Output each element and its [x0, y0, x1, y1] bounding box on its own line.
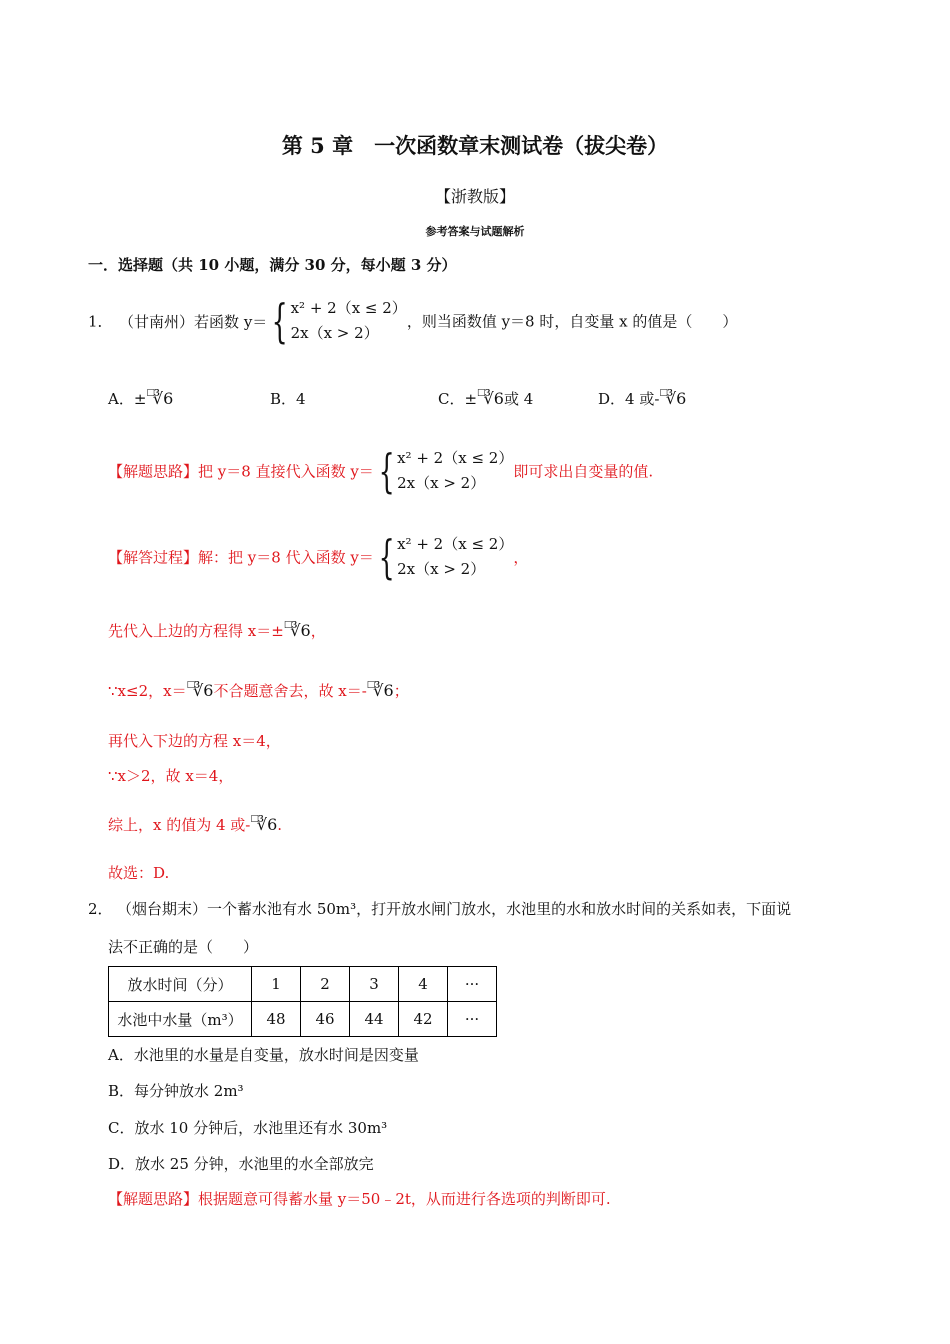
q1-stem-a: （甘南州）若函数 y＝: [126, 312, 268, 331]
analysis-text-a: 把 y＝8 直接代入函数 y＝: [198, 462, 374, 481]
step-2-text-b: 不合题意舍去，故 x＝-: [213, 682, 367, 700]
process-text-b: ，: [513, 548, 529, 567]
brace-icon: {: [378, 444, 395, 498]
process-text-a: 解：把 y＝8 代入函数 y＝: [198, 548, 374, 567]
q2-stem-line-2: 法不正确的是（ ）: [108, 938, 259, 956]
edition-label: 【浙教版】: [434, 187, 515, 206]
q2-option-a: A．水池里的水量是自变量，放水时间是因变量: [108, 1046, 419, 1064]
q1-step-5: [108, 814, 282, 835]
analysis-label: 【解题思路】: [108, 1190, 199, 1208]
brace-icon: {: [378, 530, 395, 584]
q2-analysis: [108, 1188, 611, 1209]
q1-analysis: [108, 446, 653, 496]
cube-root-symbol: □∛6: [250, 814, 278, 834]
q1-stem: [88, 296, 737, 346]
analysis-label: 【解题思路】: [108, 462, 199, 481]
brace-icon: {: [271, 294, 288, 348]
step-1-text: 先代入上边的方程得 x＝±: [108, 622, 284, 640]
table-header-cell: 放水时间（分）: [109, 967, 252, 1002]
q1-step-1: [108, 620, 326, 641]
step-5-text-a: 综上，x 的值为 4 或-: [108, 816, 251, 834]
step-2-text-c: ；: [393, 682, 409, 700]
table-cell: 44: [350, 1002, 399, 1037]
piecewise-case-1: x² + 2（x ≤ 2）: [397, 535, 514, 553]
cube-root-symbol: □∛6: [146, 388, 174, 408]
piecewise-function: [397, 446, 513, 496]
table-row: [109, 1002, 497, 1037]
q2-stem-text: （烟台期末）一个蓄水池有水 50m³，打开放水闸门放水，水池里的水和放水时间的关系如表，下面说: [124, 900, 792, 918]
q1-option-c: [438, 388, 533, 409]
q1-option-a: [108, 388, 173, 409]
table-cell: ···: [448, 967, 497, 1002]
step-5-text-b: .: [277, 816, 283, 834]
piecewise-case-2: 2x（x > 2）: [397, 474, 486, 492]
q1-step-2: [108, 680, 409, 701]
table-cell: 42: [399, 1002, 448, 1037]
q1-process: [108, 532, 528, 582]
table-header-cell: 水池中水量（m³）: [109, 1002, 252, 1037]
cube-root-symbol: □∛6: [186, 680, 214, 700]
table-cell: 3: [350, 967, 399, 1002]
piecewise-case-1: x² + 2（x ≤ 2）: [397, 449, 514, 467]
analysis-text: 根据题意可得蓄水量 y＝50﹣2t，从而进行各选项的判断即可.: [198, 1190, 611, 1208]
piecewise-case-2: 2x（x > 2）: [290, 324, 379, 342]
table-row: [109, 967, 497, 1002]
table-cell: 48: [252, 1002, 301, 1037]
q2-option-c: C．放水 10 分钟后，水池里还有水 30m³: [108, 1119, 388, 1137]
step-2-text-a: ∵x≤2，x＝: [108, 682, 187, 700]
process-label: 【解答过程】: [108, 548, 199, 567]
q1-stem-b: ，则当函数值 y＝8 时，自变量 x 的值是（ ）: [406, 312, 738, 331]
piecewise-case-1: x² + 2（x ≤ 2）: [290, 299, 407, 317]
cube-root-symbol: □∛6: [366, 680, 394, 700]
analysis-text-b: 即可求出自变量的值.: [513, 462, 654, 481]
table-cell: 46: [301, 1002, 350, 1037]
q1-step-3: 再代入下边的方程 x＝4，: [108, 732, 281, 750]
q1-option-c-tail: 或 4: [503, 390, 534, 408]
q2-option-b: B．每分钟放水 2m³: [108, 1082, 244, 1100]
section-heading: 一．选择题（共 10 小题，满分 30 分，每小题 3 分）: [88, 256, 457, 274]
piecewise-case-2: 2x（x > 2）: [397, 560, 486, 578]
q1-option-c-label: C．±: [438, 390, 478, 408]
q2-number: 2．: [88, 900, 113, 918]
q1-option-a-label: A．±: [108, 390, 147, 408]
cube-root-symbol: □∛6: [283, 620, 311, 640]
piecewise-function: [291, 296, 407, 346]
page-title: 第 5 章 一次函数章末测试卷（拔尖卷）: [281, 133, 669, 158]
q1-step-4: ∵x＞2，故 x＝4，: [108, 767, 234, 785]
cube-root-symbol: □∛6: [477, 388, 504, 408]
answer-heading: 参考答案与试题解析: [425, 225, 525, 238]
table-cell: 1: [252, 967, 301, 1002]
table-cell: 4: [399, 967, 448, 1002]
piecewise-function: [397, 532, 513, 582]
q2-stem-line-1: [88, 898, 791, 919]
q1-option-d: [598, 388, 686, 409]
q2-option-d: D．放水 25 分钟，水池里的水全部放完: [108, 1155, 374, 1173]
q1-number: 1．: [88, 312, 113, 331]
q1-option-b: B．4: [270, 390, 306, 408]
cube-root-symbol: □∛6: [659, 388, 687, 408]
water-table: [108, 966, 497, 1037]
q1-answer: 故选：D.: [108, 864, 170, 882]
q1-option-d-label: D．4 或-: [598, 390, 660, 408]
table-cell: ···: [448, 1002, 497, 1037]
table-cell: 2: [301, 967, 350, 1002]
step-1-tail: ，: [310, 622, 326, 640]
